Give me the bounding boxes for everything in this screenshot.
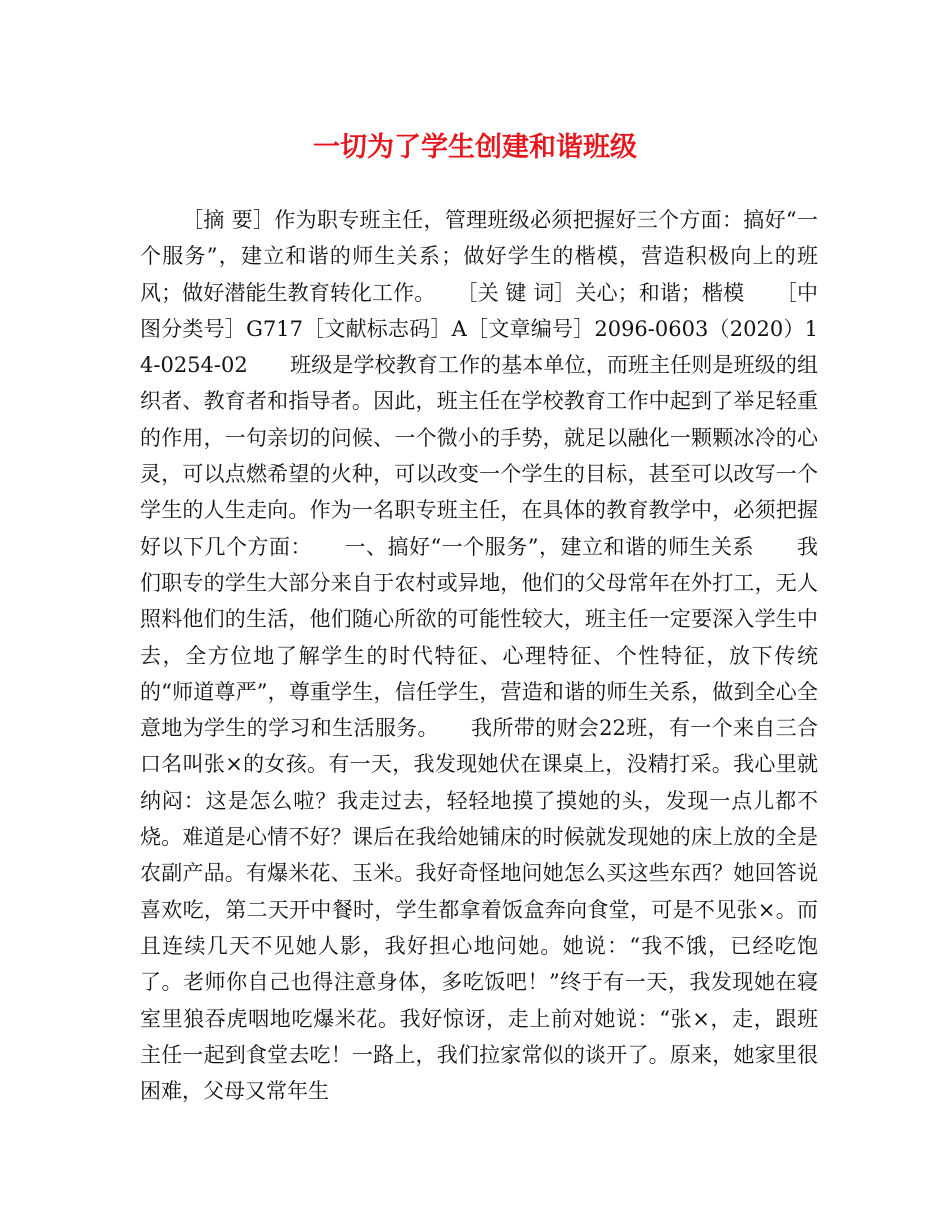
document-title: 一切为了学生创建和谐班级 xyxy=(313,132,637,163)
document-body: ［摘 要］作为职专班主任，管理班级必须把握好三个方面：搞好“一个服务”，建立和谐的师生关系；做好学生的楷模，营造积极向上的班风；做好潜能生教育转化工作。 ［关 键 词］关心；和谐；楷模 ［中图分类号］G717［文献标志码］A［文章编号］2096-0603（2020）14-0254-02 班级是学校教育工作的基本单位，而班主任则是班级的组织者、教育者和指导者。因此，班主任在学校教育工作中起到了举足轻重的作用，一句亲切的问候、一个微小的手势，就足以融化一颗颗冰冷的心灵，可以点燃希望的火种，可以改变一个学生的目标，甚至可以改写一个学生的人生走向。作为一名职专班主任，在具体的教育教学中，必须把握好以下几个方面： 一、搞好“一个服务”，建立和谐的师生关系 我们职专的学生大部分来自于农村或异地，他们的父母常年在外打工，无人照料他们的生活，他们随心所欲的可能性较大，班主任一定要深入学生中去，全方位地了解学生的时代特征、心理特征、个性特征，放下传统的“师道尊严”，尊重学生，信任学生，营造和谐的师生关系，做到全心全意地为学生的学习和生活服务。 我所带的财会22班，有一个来自三合口名叫张×的女孩。有一天，我发现她伏在课桌上，没精打采。我心里就纳闷：这是怎么啦？我走过去，轻轻地摸了摸她的头，发现一点儿都不烧。难道是心情不好？课后在我给她铺床的时候就发现她的床上放的全是农副产品。有爆米花、玉米。我好奇怪地问她怎么买这些东西？她回答说喜欢吃，第二天开中餐时，学生都拿着饭盒奔向食堂，可是不见张×。而且连续几天不见她人影，我好担心地问她。她说：“我不饿，已经吃饱了。老师你自己也得注意身体，多吃饭吧！”终于有一天，我发现她在寝室里狼吞虎咽地吃爆米花。我好惊讶，走上前对她说：“张×，走，跟班主任一起到食堂去吃！一路上，我们拉家常似的谈开了。原来，她家里很困难，父母又常年生 xyxy=(140,208,818,1104)
